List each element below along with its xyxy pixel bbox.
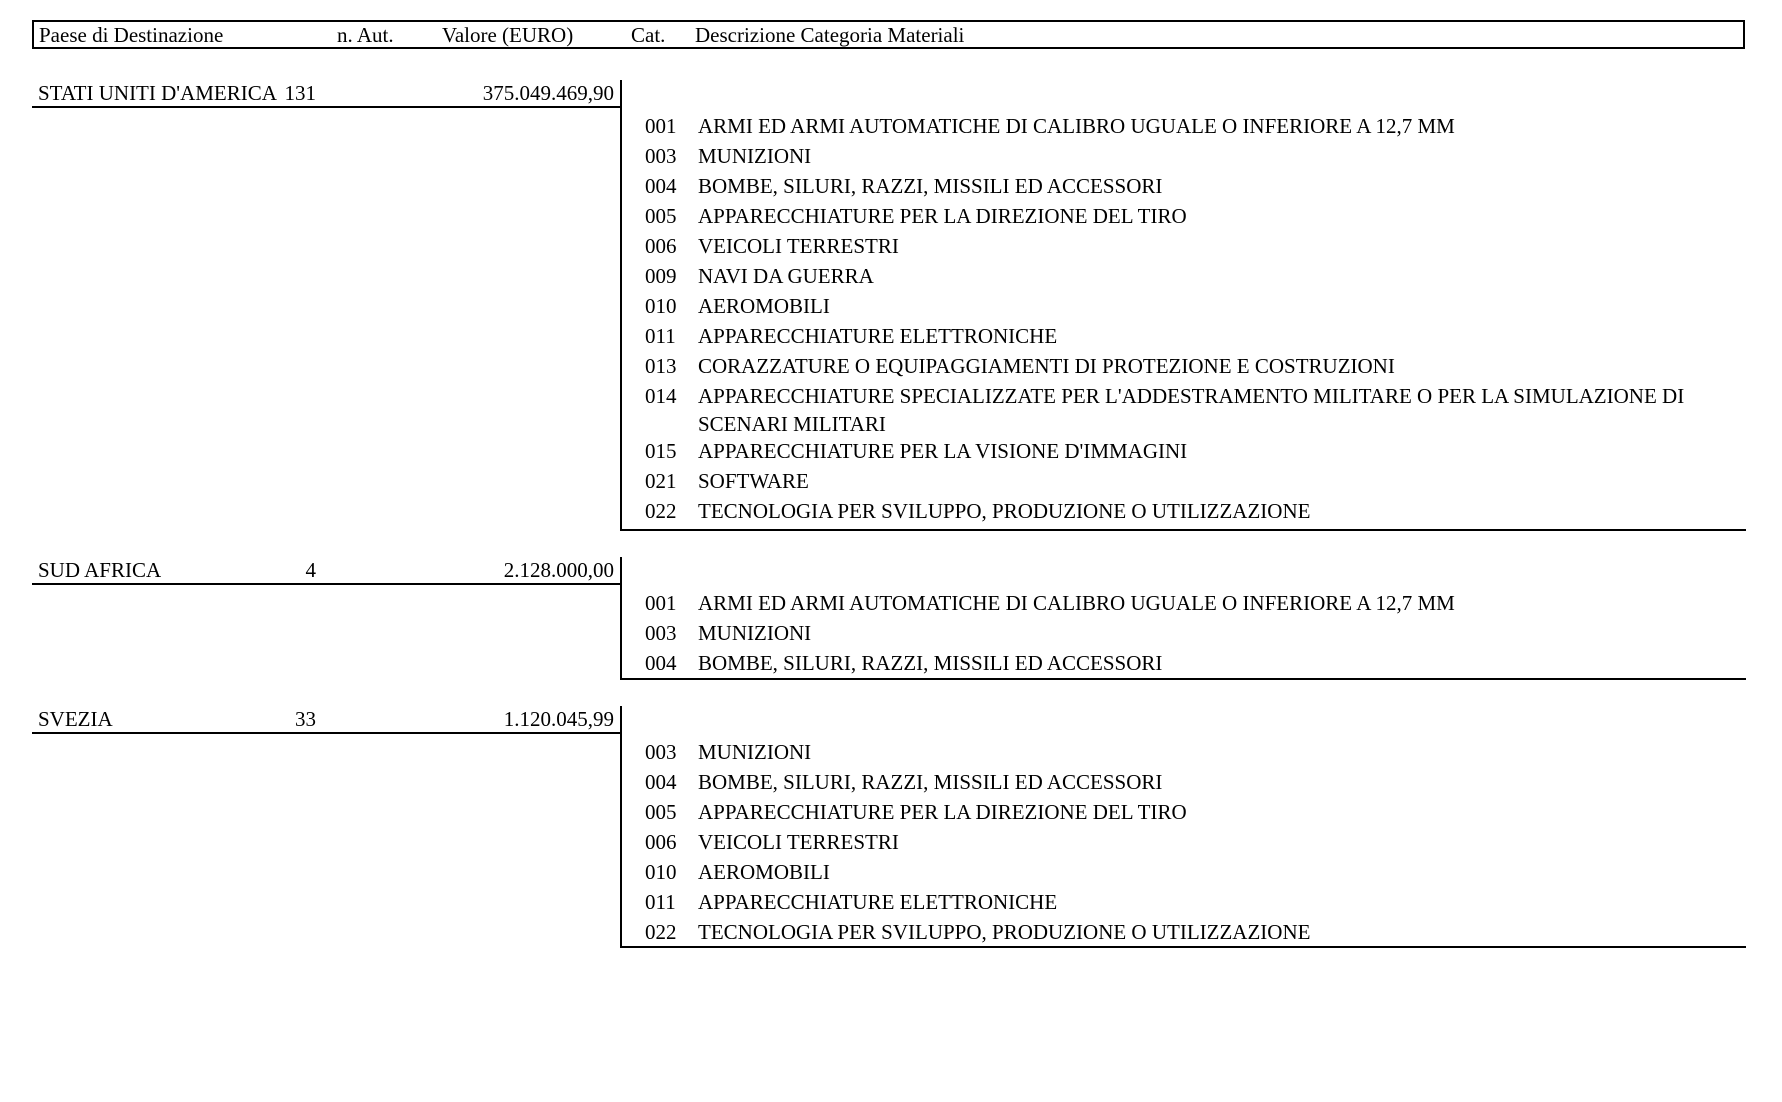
category-row (622, 590, 1748, 620)
category-list (622, 113, 1748, 528)
category-code: 003 (645, 144, 677, 168)
country-line (32, 706, 622, 734)
category-row (622, 113, 1748, 143)
category-code: 022 (645, 499, 677, 523)
category-description: NAVI DA GUERRA (698, 264, 874, 288)
category-list (622, 590, 1748, 680)
category-code: 001 (645, 591, 677, 615)
category-bracket (620, 706, 1746, 948)
category-description: BOMBE, SILURI, RAZZI, MISSILI ED ACCESSORI (698, 174, 1163, 198)
category-description: TECNOLOGIA PER SVILUPPO, PRODUZIONE O UTILIZZAZIONE (698, 499, 1311, 523)
category-description: MUNIZIONI (698, 740, 812, 764)
category-code: 013 (645, 354, 677, 378)
category-row (622, 293, 1748, 323)
category-description: BOMBE, SILURI, RAZZI, MISSILI ED ACCESSORI (698, 651, 1163, 675)
header-description: Descrizione Categoria Materiali (695, 23, 965, 47)
category-description: AEROMOBILI (698, 294, 830, 318)
category-description: MUNIZIONI (698, 144, 812, 168)
category-description: TECNOLOGIA PER SVILUPPO, PRODUZIONE O UTILIZZAZIONE (698, 920, 1311, 944)
n-aut-value: 4 (305, 558, 316, 582)
category-code: 006 (645, 234, 677, 258)
category-description: BOMBE, SILURI, RAZZI, MISSILI ED ACCESSORI (698, 770, 1163, 794)
category-code: 001 (645, 114, 677, 138)
category-row (622, 203, 1748, 233)
category-row (622, 468, 1748, 498)
category-row (622, 889, 1748, 919)
country-line (32, 557, 622, 585)
category-description: ARMI ED ARMI AUTOMATICHE DI CALIBRO UGUALE O INFERIORE A 12,7 MM (698, 114, 1455, 138)
n-aut-value: 131 (284, 81, 316, 105)
category-description: SOFTWARE (698, 469, 809, 493)
country-line (32, 80, 622, 108)
category-row (622, 438, 1748, 468)
category-description: CORAZZATURE O EQUIPAGGIAMENTI DI PROTEZIONE E COSTRUZIONI (698, 354, 1395, 378)
category-bracket (620, 80, 1746, 531)
category-code: 003 (645, 740, 677, 764)
category-description: MUNIZIONI (698, 621, 812, 645)
category-description: APPARECCHIATURE ELETTRONICHE (698, 324, 1058, 348)
category-row (622, 650, 1748, 680)
category-code: 003 (645, 621, 677, 645)
category-code: 011 (645, 324, 676, 348)
category-code: 022 (645, 920, 677, 944)
category-code: 010 (645, 294, 677, 318)
category-description: APPARECCHIATURE PER LA DIREZIONE DEL TIRO (698, 800, 1187, 824)
category-description: APPARECCHIATURE SPECIALIZZATE PER L'ADDESTRAMENTO MILITARE O PER LA SIMULAZIONE DI SCENARI MILITARI (698, 384, 1685, 436)
country-name: STATI UNITI D'AMERICA (38, 81, 277, 105)
category-code: 006 (645, 830, 677, 854)
category-description: VEICOLI TERRESTRI (698, 234, 899, 258)
category-row (622, 498, 1748, 528)
category-row (622, 353, 1748, 383)
header-country: Paese di Destinazione (39, 23, 224, 47)
category-row (622, 799, 1748, 829)
category-code: 021 (645, 469, 677, 493)
category-code: 010 (645, 860, 677, 884)
category-row (622, 829, 1748, 859)
category-row (622, 769, 1748, 799)
country-name: SVEZIA (38, 707, 113, 731)
category-row (622, 739, 1748, 769)
category-bracket (620, 557, 1746, 680)
category-row (622, 620, 1748, 650)
category-code: 011 (645, 890, 676, 914)
category-row (622, 263, 1748, 293)
category-description: APPARECCHIATURE PER LA DIREZIONE DEL TIRO (698, 204, 1187, 228)
value-euro: 1.120.045,99 (503, 707, 614, 731)
category-row (622, 143, 1748, 173)
category-code: 004 (645, 651, 677, 675)
value-euro: 2.128.000,00 (503, 558, 614, 582)
category-code: 014 (645, 384, 677, 408)
category-code: 004 (645, 770, 677, 794)
category-description: AEROMOBILI (698, 860, 830, 884)
category-list (622, 739, 1748, 949)
n-aut-value: 33 (295, 707, 316, 731)
header-n-aut: n. Aut. (337, 23, 394, 47)
category-row (622, 383, 1748, 438)
table-header (32, 20, 1745, 49)
category-row (622, 919, 1748, 949)
country-name: SUD AFRICA (38, 558, 162, 582)
category-description: ARMI ED ARMI AUTOMATICHE DI CALIBRO UGUALE O INFERIORE A 12,7 MM (698, 591, 1455, 615)
category-description: APPARECCHIATURE ELETTRONICHE (698, 890, 1058, 914)
category-code: 015 (645, 439, 677, 463)
category-code: 009 (645, 264, 677, 288)
category-description: APPARECCHIATURE PER LA VISIONE D'IMMAGINI (698, 439, 1188, 463)
category-code: 005 (645, 800, 677, 824)
category-row (622, 323, 1748, 353)
category-row (622, 859, 1748, 889)
category-code: 004 (645, 174, 677, 198)
category-description: VEICOLI TERRESTRI (698, 830, 899, 854)
category-row (622, 173, 1748, 203)
category-code: 005 (645, 204, 677, 228)
header-cat: Cat. (631, 23, 666, 47)
value-euro: 375.049.469,90 (482, 81, 614, 105)
category-row (622, 233, 1748, 263)
header-value: Valore (EURO) (442, 23, 574, 47)
